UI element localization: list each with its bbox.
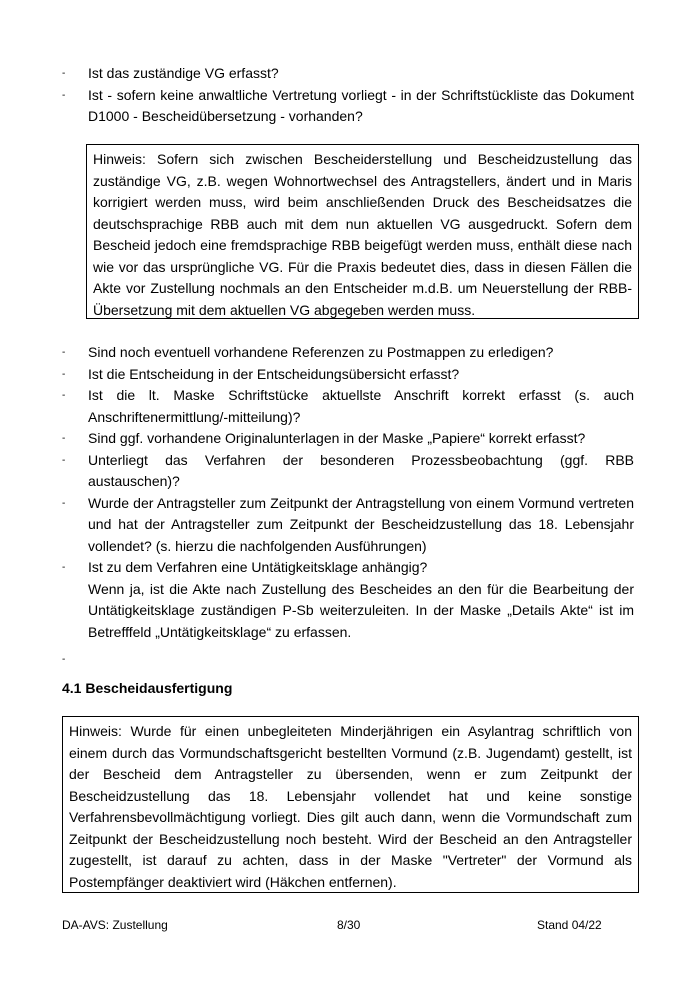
- list-item: - Wurde der Antragsteller zum Zeitpunkt der Antragstellung von einem Vormund vertreten und hat der Antragsteller zum Zeitpunkt der Bescheidzustellung das 18. Lebensjahr vollendet? (s. hierzu die nachfolgenden Ausführungen): [62, 494, 634, 554]
- empty-list-item: -: [62, 654, 66, 665]
- list-item: - Ist die lt. Maske Schriftstücke aktuellste Anschrift korrekt erfasst (s. auch Anschriftenermittlung/-mitteilung)?: [62, 387, 634, 425]
- list-item: - Ist zu dem Verfahren eine Untätigkeitsklage anhängig? Wenn ja, ist die Akte nach Zustellung des Bescheides an den für die Bearbeitung der Untätigkeitsklage zuständigen P-Sb weiterzuleiten. In der Maske „Details Akte“ ist im Betrefffeld „Untätigkeitsklage“ zu erfassen.: [62, 557, 634, 643]
- note-box-minor: Hinweis: Wurde für einen unbegleiteten Minderjährigen ein Asylantrag schriftlich von einem durch das Vormundschaftsgericht bestellten Vormund (z.B. Jugendamt) gestellt, ist der Bescheid dem Antragsteller zu übersenden, wenn er zum Zeitpunkt der Bescheidzustellung das 18. Lebensjahr vollendet hat und keine sonstige Verfahrensbevollmächtigung vorliegt. Dies gilt auch dann, wenn die Vormundschaft zum Zeitpunkt der Bescheidzustellung noch besteht. Wird der Bescheid an den Antragsteller zugestellt, ist darauf zu achten, dass in der Maske "Vertreter" der Vormund als Postempfänger deaktiviert wird (Häkchen entfernen).: [62, 716, 639, 893]
- list-item: - Sind ggf. vorhandene Originalunterlagen in der Maske „Papiere“ korrekt erfasst?: [62, 430, 586, 446]
- footer-doc-title: DA-AVS: Zustellung: [62, 918, 168, 932]
- section-heading: 4.1 Bescheidausfertigung: [62, 680, 233, 696]
- footer-page-number: 8/30: [337, 918, 361, 932]
- list-item: - Unterliegt das Verfahren der besonderen Prozessbeobachtung (ggf. RBB austauschen)?: [62, 451, 634, 489]
- list-item-continuation: Wenn ja, ist die Akte nach Zustellung des Bescheides an den für die Bearbeitung der Untätigkeitsklage zuständigen P-Sb weiterzuleiten. In der Maske „Details Akte“ ist im Betrefffeld „Untätigkeitsklage“ zu erfassen.: [88, 580, 634, 640]
- checklist-top: [62, 63, 634, 128]
- note-box-vg: Hinweis: Sofern sich zwischen Bescheiderstellung und Bescheidzustellung das zuständige VG, z.B. wegen Wohnortwechsel des Antragstellers, ändert und in Maris korrigiert werden muss, wird beim anschließenden Druck des Bescheidsatzes die deutschsprachige RBB auch mit dem nun aktuellen VG ausgedruckt. Sofern dem Bescheid jedoch eine fremdsprachige RBB beigefügt werden muss, enthält diese nach wie vor das ursprüngliche VG. Für die Praxis bedeutet dies, dass in diesen Fällen die Akte vor Zustellung nochmals an den Entscheider m.d.B. um Neuerstellung der RBB-Übersetzung mit dem aktuellen VG abgegeben werden muss.: [86, 144, 639, 319]
- list-item: - Sind noch eventuell vorhandene Referenzen zu Postmappen zu erledigen?: [62, 344, 554, 360]
- list-item: - Ist - sofern keine anwaltliche Vertretung vorliegt - in der Schriftstückliste das Dokument D1000 - Bescheidübersetzung - vorhanden?: [62, 86, 634, 124]
- checklist-bottom: [62, 342, 634, 671]
- list-item: - Ist die Entscheidung in der Entscheidungsübersicht erfasst?: [62, 365, 460, 382]
- footer-date: Stand 04/22: [537, 918, 602, 932]
- list-item: - Ist das zuständige VG erfasst?: [62, 65, 279, 81]
